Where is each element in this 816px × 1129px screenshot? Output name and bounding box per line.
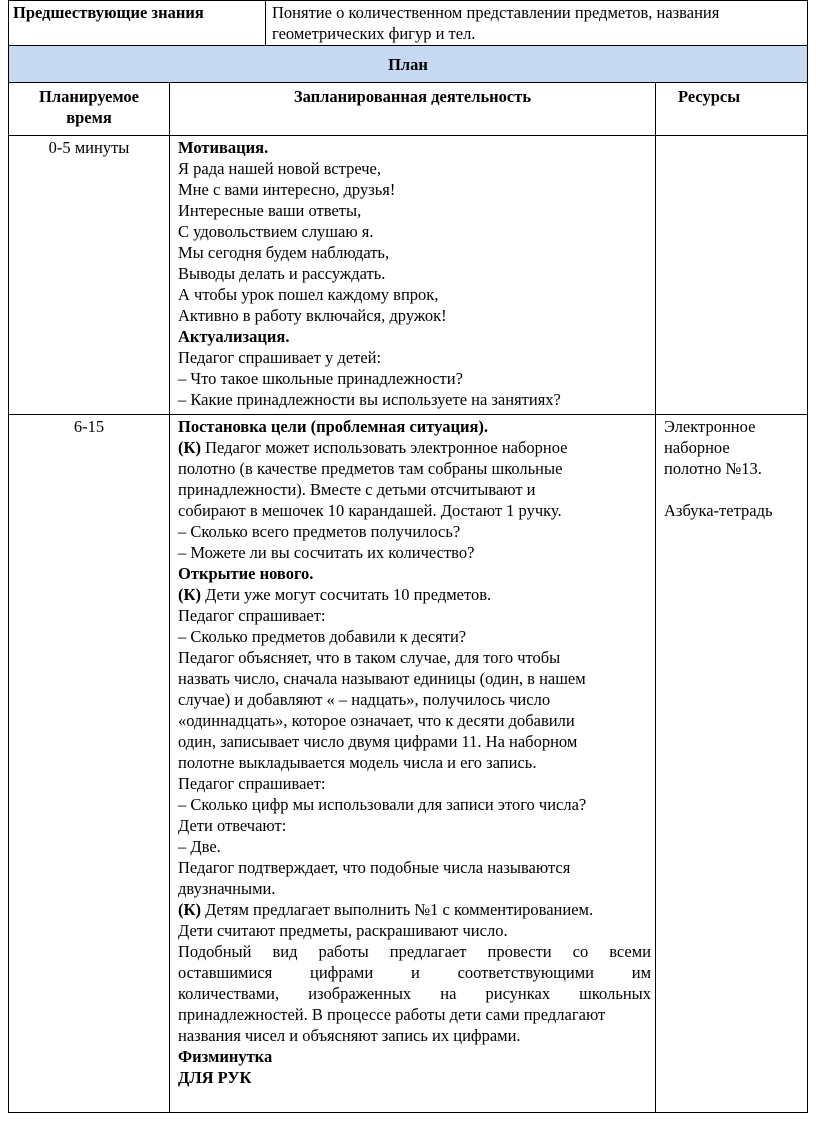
prior-knowledge-line-2: геометрических фигур и тел. xyxy=(272,24,476,43)
activity-line: Подобный вид работы предлагает провести со всеми xyxy=(178,942,652,961)
plan-band-row xyxy=(9,46,808,83)
activity-line: – Сколько предметов добавили к десяти? xyxy=(178,627,467,646)
activity-line: Физминутка xyxy=(178,1047,273,1066)
activity-line-lead: (К) xyxy=(178,438,201,457)
activity-line: назвать число, сначала называют единицы (один, в нашем xyxy=(178,669,586,688)
table-row xyxy=(9,136,808,415)
activity-line: ДЛЯ РУК xyxy=(178,1068,252,1087)
activity-line: Педагог объясняет, что в таком случае, для того чтобы xyxy=(178,648,561,667)
activity-line: количествами, изображенных на рисунках школьных xyxy=(178,984,652,1003)
activity-line: Педагог подтверждает, что подобные числа называются xyxy=(178,858,571,877)
activity-line: принадлежностей. В процессе работы дети сами предлагают xyxy=(178,1005,606,1024)
activity-line: Интересные ваши ответы, xyxy=(178,201,362,220)
header-time-line-1: Планируемое xyxy=(39,87,139,106)
prior-knowledge-line-1: Понятие о количественном представлении предметов, названия xyxy=(272,3,720,22)
activity-line-lead: (К) xyxy=(178,585,201,604)
header-row xyxy=(9,83,808,136)
activity-line: один, записывает число двумя цифрами 11. На наборном xyxy=(178,732,578,751)
activity-line: – Две. xyxy=(178,837,221,856)
activity-line: Дети отвечают: xyxy=(178,816,287,835)
row-1-time: 0-5 минуты xyxy=(9,136,170,415)
lesson-plan-table xyxy=(8,0,808,1113)
header-resources: Ресурсы xyxy=(656,83,808,136)
activity-line: собирают в мешочек 10 карандашей. Достают 1 ручку. xyxy=(178,501,562,520)
activity-line: Мы сегодня будем наблюдать, xyxy=(178,243,390,262)
prior-knowledge-label: Предшествующие знания xyxy=(9,1,266,46)
activity-line: Я рада нашей новой встрече, xyxy=(178,159,381,178)
activity-line: – Сколько цифр мы использовали для записи этого числа? xyxy=(178,795,587,814)
activity-line: – Сколько всего предметов получилось? xyxy=(178,522,461,541)
prior-knowledge-row xyxy=(9,1,808,46)
activity-line: А чтобы урок пошел каждому впрок, xyxy=(178,285,439,304)
resource-line xyxy=(664,479,803,500)
activity-line-text: Детям предлагает выполнить №1 с комментированием. xyxy=(200,900,594,919)
resource-line: полотно №13. xyxy=(664,459,762,478)
row-1-activity xyxy=(170,136,656,415)
activity-line xyxy=(178,584,651,605)
activity-line: принадлежности). Вместе с детьми отсчитывают и xyxy=(178,480,536,499)
row-2-resources xyxy=(656,415,808,1113)
activity-line: Активно в работу включайся, дружок! xyxy=(178,306,447,325)
table-row xyxy=(9,415,808,1113)
activity-line: Педагог спрашивает: xyxy=(178,774,326,793)
activity-line: Постановка цели (проблемная ситуация). xyxy=(178,417,489,436)
activity-line: – Можете ли вы сосчитать их количество? xyxy=(178,543,475,562)
header-time-line-2: время xyxy=(66,108,112,127)
activity-line: Педагог спрашивает: xyxy=(178,606,326,625)
activity-line-text: Педагог может использовать электронное наборное xyxy=(200,438,568,457)
header-time xyxy=(9,83,170,136)
resource-line: Электронное xyxy=(664,417,756,436)
activity-line xyxy=(178,437,651,458)
activity-line-text: Дети уже могут сосчитать 10 предметов. xyxy=(200,585,492,604)
activity-line: «одиннадцать», которое означает, что к десяти добавили xyxy=(178,711,575,730)
activity-line: Мотивация. xyxy=(178,138,269,157)
activity-line: – Что такое школьные принадлежности? xyxy=(178,369,463,388)
activity-line-lead: (К) xyxy=(178,900,201,919)
activity-line: полотно (в качестве предметов там собраны школьные xyxy=(178,459,563,478)
activity-line: случае) и добавляют « – надцать», получилось число xyxy=(178,690,551,709)
row-1-resources xyxy=(656,136,808,415)
activity-line: названия чисел и объясняют запись их цифрами. xyxy=(178,1026,521,1045)
activity-line: Педагог спрашивает у детей: xyxy=(178,348,382,367)
row-2-activity xyxy=(170,415,656,1113)
activity-line: – Какие принадлежности вы используете на занятиях? xyxy=(178,390,561,409)
activity-line: двузначными. xyxy=(178,879,276,898)
activity-line xyxy=(178,899,651,920)
activity-line: С удовольствием слушаю я. xyxy=(178,222,374,241)
activity-line: Открытие нового. xyxy=(178,564,314,583)
resource-line: Азбука-тетрадь xyxy=(664,501,773,520)
activity-line: Актуализация. xyxy=(178,327,290,346)
activity-line: оставшимися цифрами и соответствующими им xyxy=(178,963,652,982)
resource-line: наборное xyxy=(664,438,730,457)
activity-line: Выводы делать и рассуждать. xyxy=(178,264,386,283)
prior-knowledge-text xyxy=(266,1,808,46)
activity-line: полотне выкладывается модель числа и его запись. xyxy=(178,753,537,772)
plan-title: План xyxy=(9,46,808,83)
activity-line: Мне с вами интересно, друзья! xyxy=(178,180,396,199)
activity-line: Дети считают предметы, раскрашивают число. xyxy=(178,921,508,940)
header-activity: Запланированная деятельность xyxy=(170,83,656,136)
row-2-time: 6-15 xyxy=(9,415,170,1113)
lesson-plan-page xyxy=(8,0,807,1113)
